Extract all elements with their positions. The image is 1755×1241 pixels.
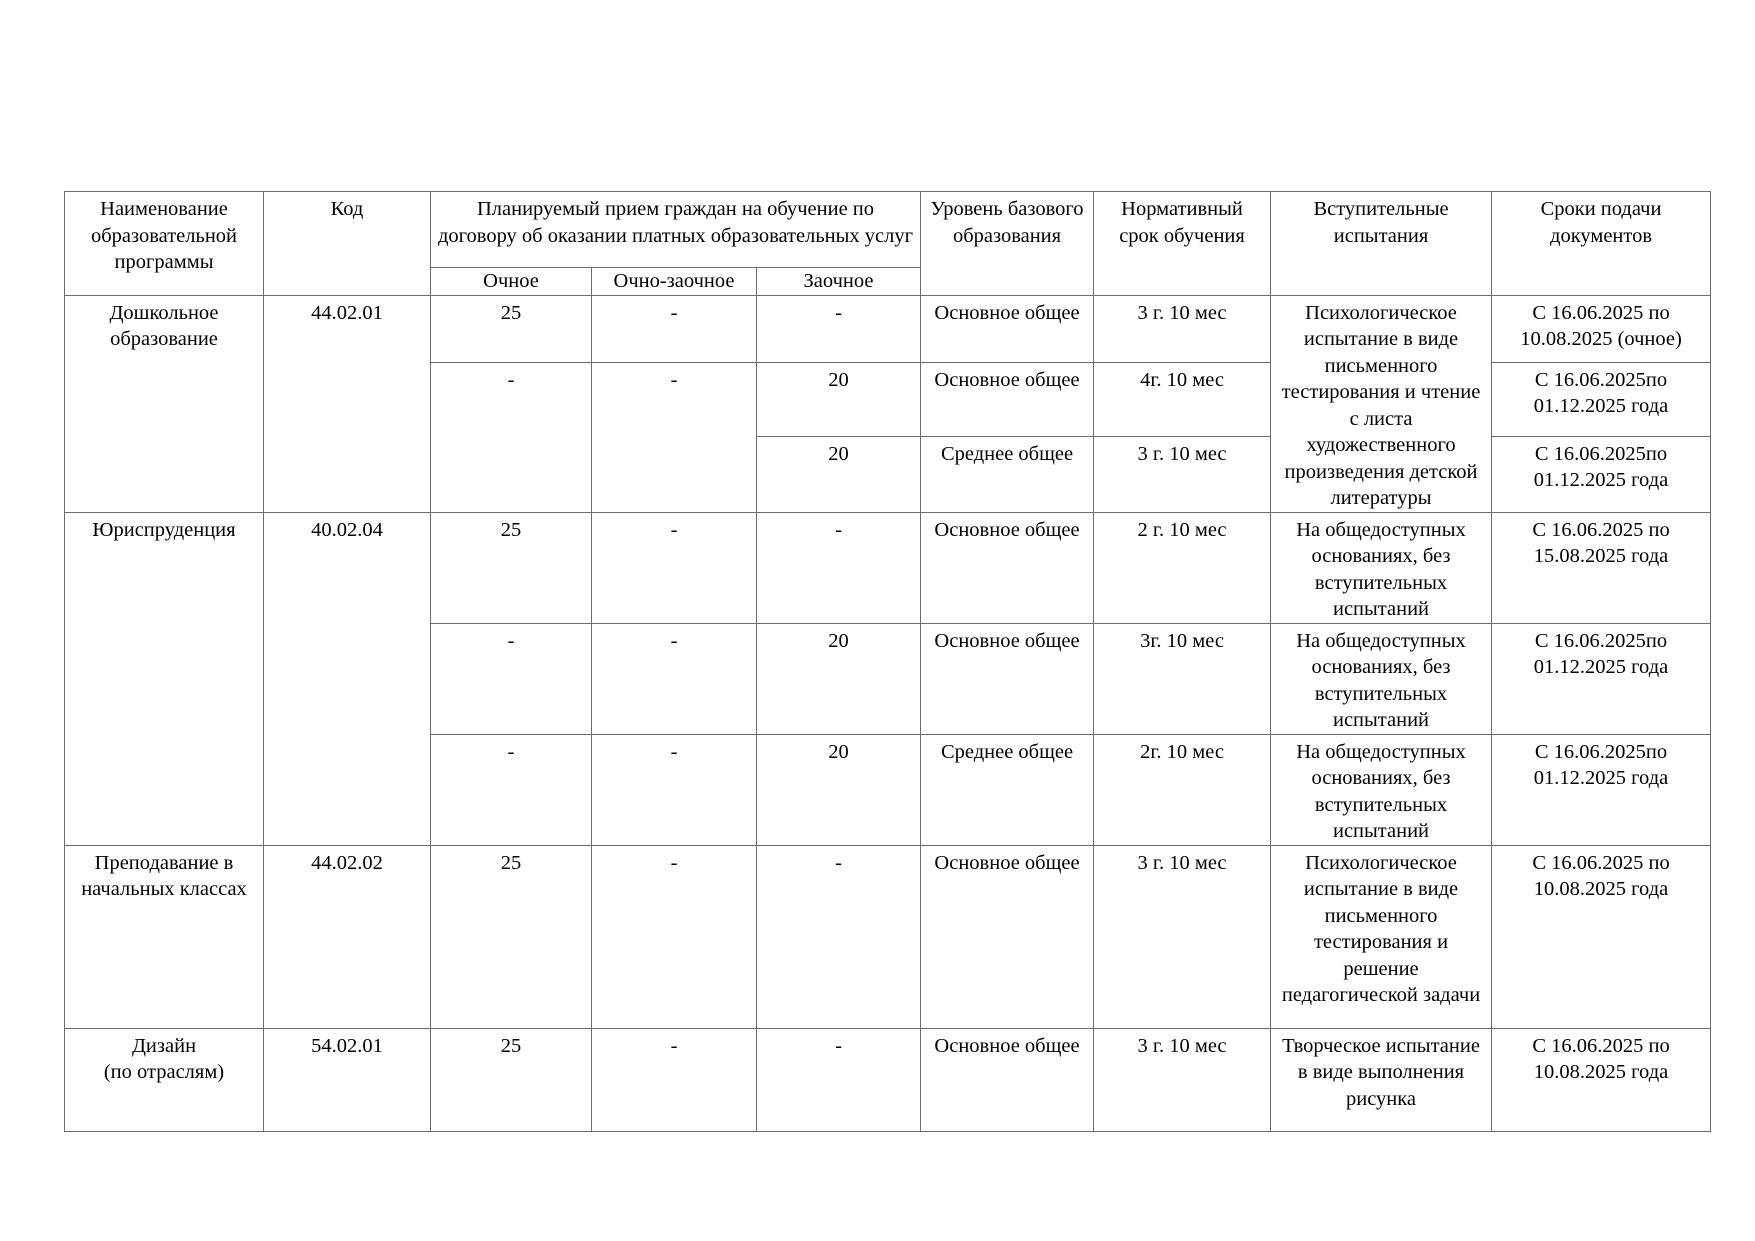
cell-distance: 20 [757,734,921,845]
cell-level: Основное общее [921,362,1094,436]
cell-part-time: - [592,734,757,845]
header-entrance-exams: Вступительные испытания [1271,192,1492,296]
cell-deadline: С 16.06.2025 по 15.08.2025 года [1492,512,1711,623]
cell-full-time: 25 [431,512,592,623]
cell-exam: На общедоступных основаниях, без вступительных испытаний [1271,512,1492,623]
cell-exam: Творческое испытание в виде выполнения рисунка [1271,1028,1492,1131]
cell-duration: 2г. 10 мес [1094,734,1271,845]
program-name [65,1028,264,1131]
cell-duration: 3 г. 10 мес [1094,845,1271,1028]
cell-part-time: - [592,295,757,362]
cell-full-time: 25 [431,845,592,1028]
cell-level: Основное общее [921,623,1094,734]
cell-full-time: 25 [431,1028,592,1131]
cell-distance: - [757,295,921,362]
cell-duration: 3 г. 10 мес [1094,1028,1271,1131]
program-code: 54.02.01 [264,1028,431,1131]
header-full-time: Очное [431,268,592,296]
cell-distance: - [757,845,921,1028]
program-code: 40.02.04 [264,512,431,845]
cell-duration: 3г. 10 мес [1094,623,1271,734]
header-code: Код [264,192,431,296]
cell-full-time: - [431,623,592,734]
cell-level: Среднее общее [921,436,1094,512]
cell-level: Основное общее [921,295,1094,362]
cell-distance: 20 [757,623,921,734]
cell-part-time: - [592,1028,757,1131]
cell-deadline: С 16.06.2025 по 10.08.2025 года [1492,1028,1711,1131]
cell-exam: На общедоступных основаниях, без вступительных испытаний [1271,623,1492,734]
header-deadlines: Сроки подачи документов [1492,192,1711,296]
cell-part-time: - [592,512,757,623]
header-distance: Заочное [757,268,921,296]
cell-part-time: - [592,362,757,512]
cell-level: Среднее общее [921,734,1094,845]
cell-full-time: 25 [431,295,592,362]
table-row [65,512,1711,623]
cell-duration: 2 г. 10 мес [1094,512,1271,623]
cell-part-time: - [592,623,757,734]
cell-duration: 3 г. 10 мес [1094,436,1271,512]
program-code: 44.02.01 [264,295,431,512]
cell-exam: Психологическое испытание в виде письменного тестирования и решение педагогической задачи [1271,845,1492,1028]
program-code: 44.02.02 [264,845,431,1028]
table-row [65,845,1711,1028]
program-name-line2: (по отраслям) [103,1061,225,1083]
header-duration: Нормативный срок обучения [1094,192,1271,296]
cell-deadline: С 16.06.2025по 01.12.2025 года [1492,436,1711,512]
cell-distance: - [757,512,921,623]
cell-exam: На общедоступных основаниях, без вступительных испытаний [1271,734,1492,845]
cell-duration: 3 г. 10 мес [1094,295,1271,362]
program-name-line1: Дизайн [131,1034,197,1057]
cell-deadline: С 16.06.2025 по 10.08.2025 года [1492,845,1711,1028]
admission-table [64,191,1711,1132]
table-row [65,1028,1711,1131]
cell-full-time: - [431,362,592,512]
header-part-time: Очно-заочное [592,268,757,296]
table-row [65,295,1711,362]
cell-duration: 4г. 10 мес [1094,362,1271,436]
cell-full-time: - [431,734,592,845]
cell-distance: 20 [757,436,921,512]
cell-distance: 20 [757,362,921,436]
program-name: Преподавание в начальных классах [65,845,264,1028]
cell-level: Основное общее [921,845,1094,1028]
header-program-name: Наименование образовательной программы [65,192,264,296]
cell-deadline: С 16.06.2025по 01.12.2025 года [1492,362,1711,436]
cell-distance: - [757,1028,921,1131]
program-name: Юриспруденция [65,512,264,845]
cell-level: Основное общее [921,512,1094,623]
cell-deadline: С 16.06.2025 по 10.08.2025 (очное) [1492,295,1711,362]
cell-level: Основное общее [921,1028,1094,1131]
cell-deadline: С 16.06.2025по 01.12.2025 года [1492,623,1711,734]
header-planned-intake: Планируемый прием граждан на обучение по договору об оказании платных образовательных услуг [431,192,921,268]
program-name: Дошкольное образование [65,295,264,512]
cell-part-time: - [592,845,757,1028]
cell-exam: Психологическое испытание в виде письменного тестирования и чтение с листа художественного произведения детской литературы [1271,295,1492,512]
header-row [65,192,1711,268]
cell-deadline: С 16.06.2025по 01.12.2025 года [1492,734,1711,845]
header-base-level: Уровень базового образования [921,192,1094,296]
